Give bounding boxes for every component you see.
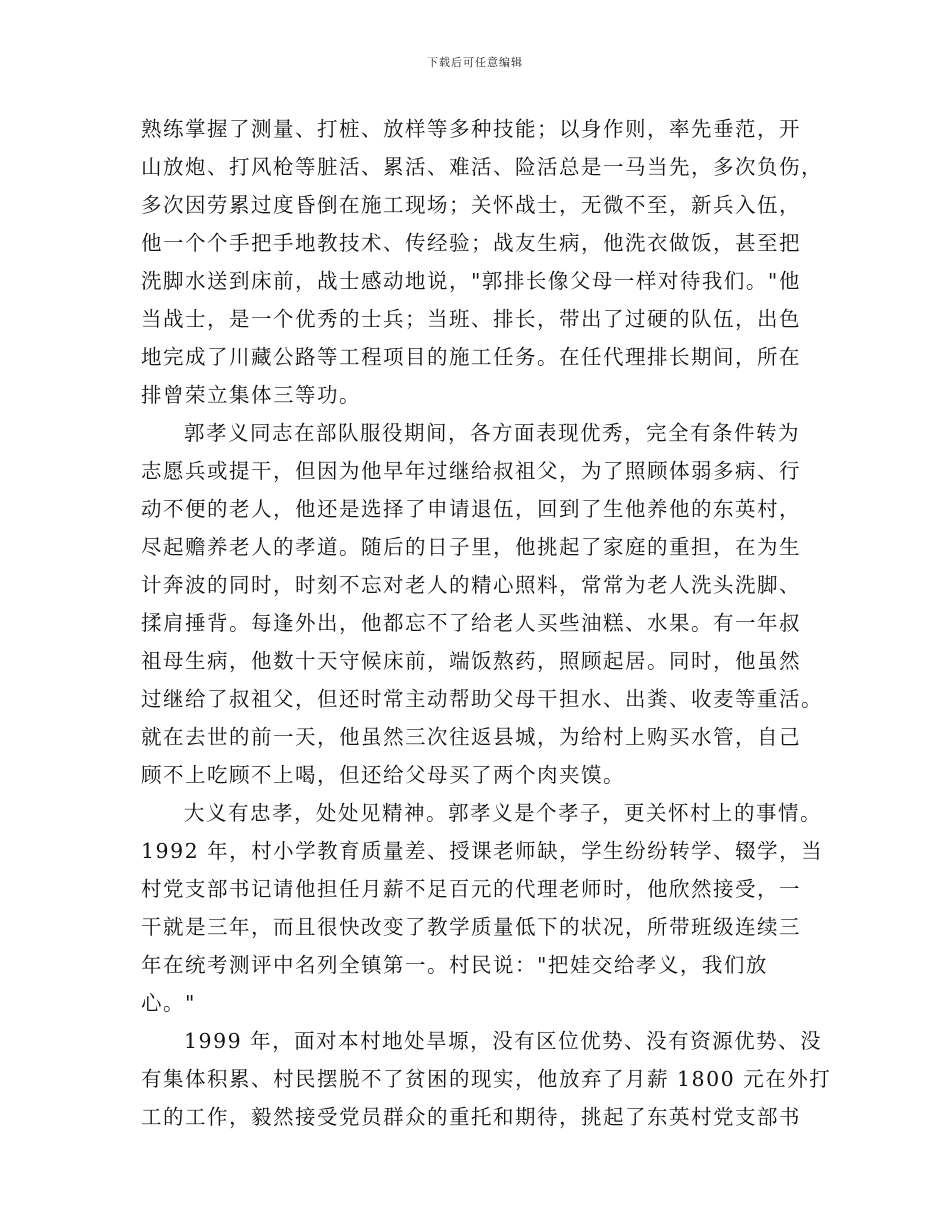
text-line: 就在去世的前一天，他虽然三次往返县城，为给村上购买水管，自己 [141, 725, 801, 749]
text-line: 排曾荣立集体三等功。 [141, 383, 361, 407]
text-line: 地完成了川藏公路等工程项目的施工任务。在任代理排长期间，所在 [141, 345, 801, 369]
text-line: 干就是三年，而且很快改变了教学质量低下的状况，所带班级连续三 [141, 915, 801, 939]
text-line: 过继给了叔祖父，但还时常主动帮助父母干担水、出粪、收麦等重活。 [141, 687, 823, 711]
text-line: 计奔波的同时，时刻不忘对老人的精心照料，常常为老人洗头洗脚、 [141, 573, 801, 597]
text-line: 村党支部书记请他担任月薪不足百元的代理老师时，他欣然接受，一 [141, 877, 801, 901]
text-line: 尽起赡养老人的孝道。随后的日子里，他挑起了家庭的重担，在为生 [141, 535, 801, 559]
body-text [141, 110, 832, 1136]
text-line: 揉肩捶背。每逢外出，他都忘不了给老人买些油糕、水果。有一年叔 [141, 611, 801, 635]
text-line: 当战士，是一个优秀的士兵；当班、排长，带出了过硬的队伍，出色 [141, 307, 801, 331]
text-line: 山放炮、打风枪等脏活、累活、难活、险活总是一马当先，多次负伤， [141, 155, 823, 179]
text-line: 祖母生病，他数十天守候床前，端饭熬药，照顾起居。同时，他虽然 [141, 649, 801, 673]
text-line: 他一个个手把手地教技术、传经验；战友生病，他洗衣做饭，甚至把 [141, 231, 801, 255]
text-line: 1999 年，面对本村地处旱塬，没有区位优势、没有资源优势、没 [184, 1029, 823, 1053]
text-line: 多次因劳累过度昏倒在施工现场；关怀战士，无微不至，新兵入伍， [141, 193, 801, 217]
text-line: 有集体积累、村民摆脱不了贫困的现实，他放弃了月薪 1800 元在外打 [141, 1067, 832, 1091]
text-line: 1992 年，村小学教育质量差、授课老师缺，学生纷纷转学、辍学，当 [141, 839, 824, 863]
text-line: 郭孝义同志在部队服役期间，各方面表现优秀，完全有条件转为 [184, 421, 800, 445]
text-line: 顾不上吃顾不上喝，但还给父母买了两个肉夹馍。 [141, 763, 625, 787]
text-line: 工的工作，毅然接受党员群众的重托和期待，挑起了东英村党支部书 [141, 1105, 801, 1129]
text-line: 洗脚水送到床前，战士感动地说，"郭排长像父母一样对待我们。"他 [141, 269, 801, 293]
page-header: 下载后可任意编辑 [427, 56, 523, 69]
text-line: 熟练掌握了测量、打桩、放样等多种技能；以身作则，率先垂范，开 [141, 117, 801, 141]
text-line: 大义有忠孝，处处见精神。郭孝义是个孝子，更关怀村上的事情。 [184, 801, 822, 825]
text-line: 年在统考测评中名列全镇第一。村民说："把娃交给孝义，我们放 [141, 953, 768, 977]
text-line: 心。" [141, 991, 196, 1015]
text-line: 志愿兵或提干，但因为他早年过继给叔祖父，为了照顾体弱多病、行 [141, 459, 801, 483]
text-line: 动不便的老人，他还是选择了申请退伍，回到了生他养他的东英村， [141, 497, 801, 521]
